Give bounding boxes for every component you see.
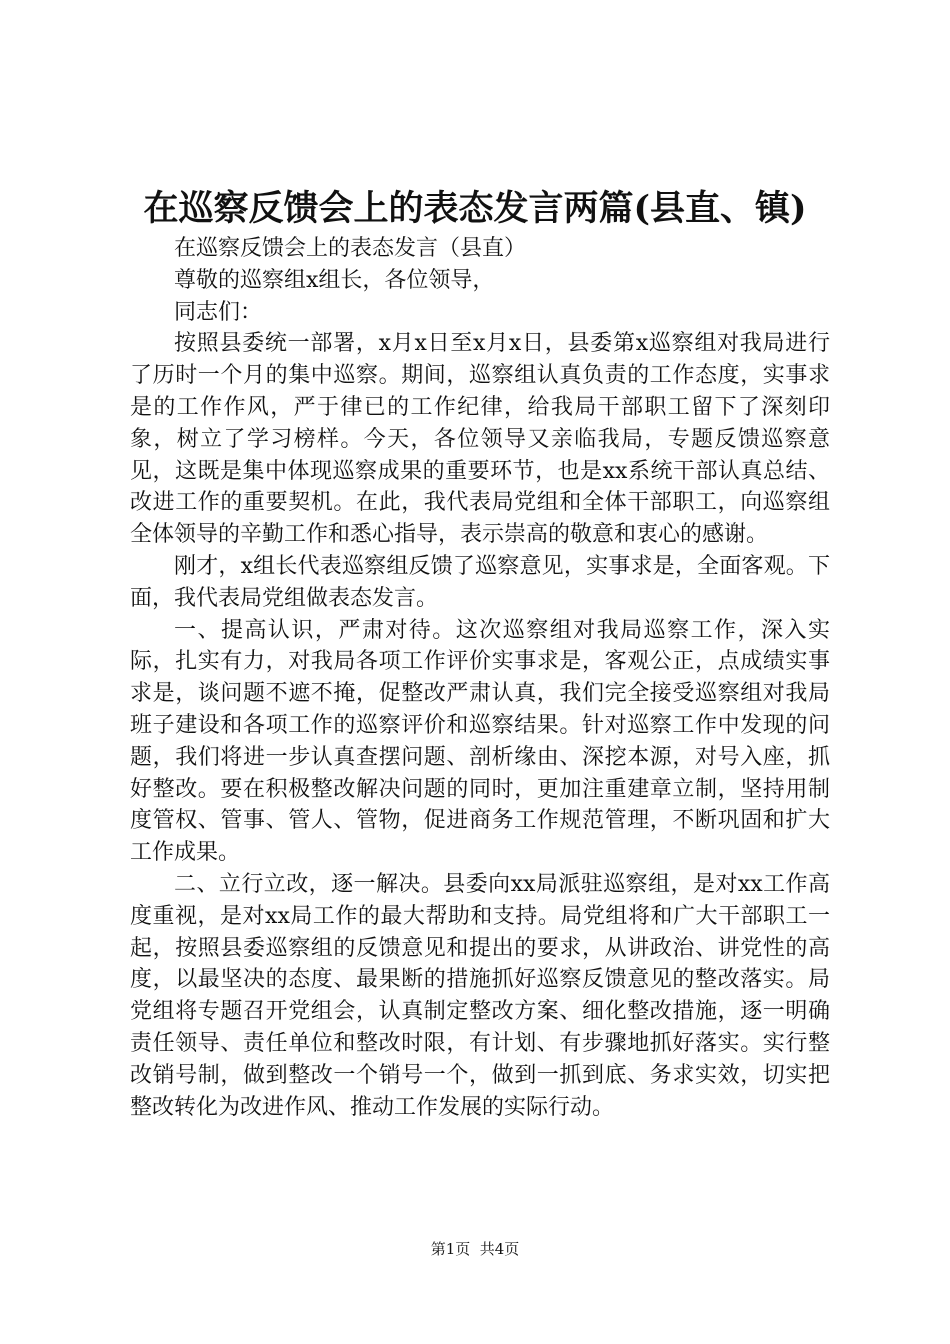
document-body (130, 233, 830, 1123)
greeting-paragraph: 同志们： (174, 299, 263, 325)
body-paragraph: 按照县委统一部署，x月x日至x月x日，县委第x巡察组对我局进行了历时一个月的集中巡察。期间，巡察组认真负责的工作态度，实事求是的工作作风，严于律已的工作纪律，给我局干部职工留下了深刻印象，树立了学习榜样。今天，各位领导又亲临我局，专题反馈巡察意见，这既是集中体现巡察成果的重要环节，也是xx系统干部认真总结、改进工作的重要契机。在此，我代表局党组和全体干部职工，向巡察组全体领导的辛勤工作和悉心指导，表示崇高的敬意和衷心的感谢。 (130, 331, 830, 548)
salutation-paragraph: 尊敬的巡察组x组长，各位领导， (174, 267, 495, 293)
document-title: 在巡察反馈会上的表态发言两篇(县直、镇) (143, 188, 807, 229)
body-paragraph: 刚才，x组长代表巡察组反馈了巡察意见，实事求是，全面客观。下面，我代表局党组做表态发言。 (130, 553, 830, 611)
subtitle-paragraph: 在巡察反馈会上的表态发言（县直） (174, 236, 527, 261)
page-number-footer: 第1页 共4页 (430, 1240, 520, 1258)
body-paragraph: 一、提高认识，严肃对待。这次巡察组对我局巡察工作，深入实际，扎实有力，对我局各项工作评价实事求是，客观公正，点成绩实事求是，谈问题不遮不掩，促整改严肃认真，我们完全接受巡察组对我局班子建设和各项工作的巡察评价和巡察结果。针对巡察工作中发现的问题，我们将进一步认真查摆问题、剖析缘由、深挖本源，对号入座，抓好整改。要在积极整改解决问题的同时，更加注重建章立制，坚持用制度管权、管事、管人、管物，促进商务工作规范管理，不断巩固和扩大工作成果。 (130, 617, 830, 866)
body-paragraph: 二、立行立改，逐一解决。县委向xx局派驻巡察组，是对xx工作高度重视，是对xx局工作的最大帮助和支持。局党组将和广大干部职工一起，按照县委巡察组的反馈意见和提出的要求，从讲政治、讲党性的高度，以最坚决的态度、最果断的措施抓好巡察反馈意见的整改落实。局党组将专题召开党组会，认真制定整改方案、细化整改措施，逐一明确责任领导、责任单位和整改时限，有计划、有步骤地抓好落实。实行整改销号制，做到整改一个销号一个，做到一抓到底、务求实效，切实把整改转化为改进作风、推动工作发展的实际行动。 (130, 871, 830, 1120)
